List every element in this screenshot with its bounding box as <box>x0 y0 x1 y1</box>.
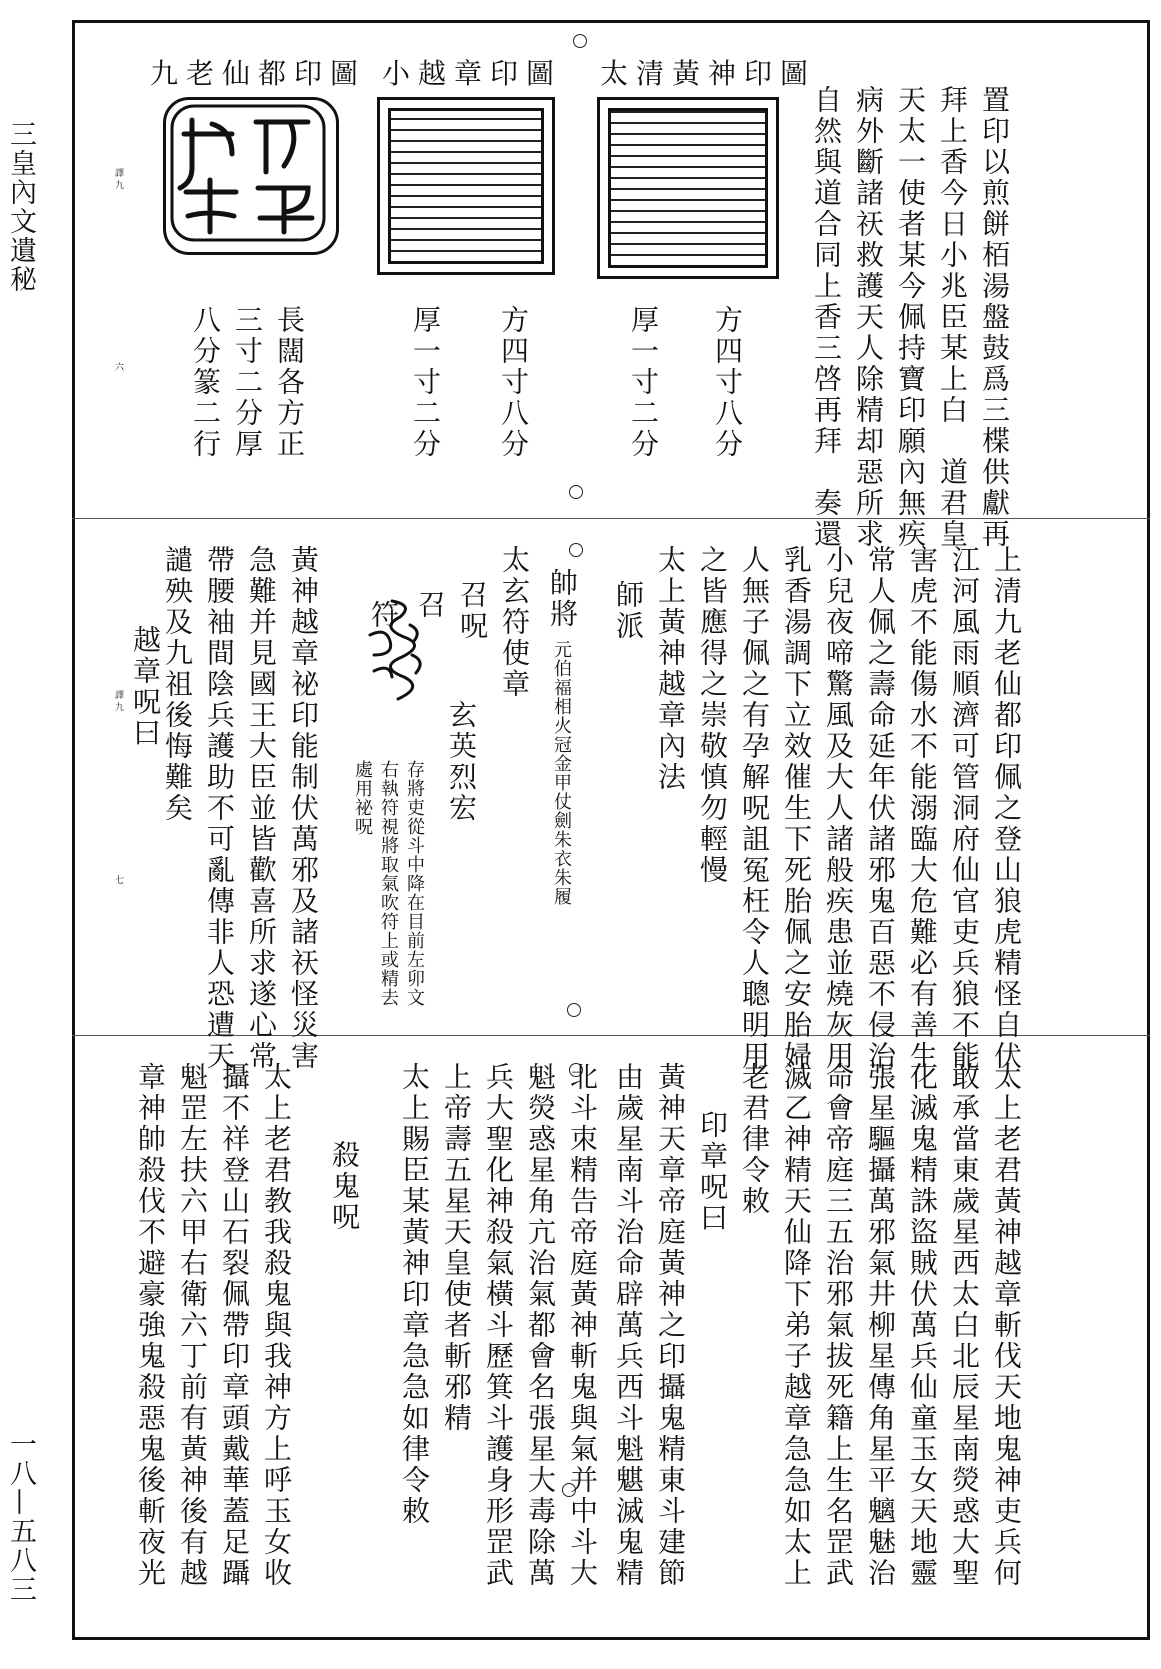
text-column: 上清九老仙都印佩之登山狼虎精怪自伏 <box>990 545 1023 1072</box>
summon-label: 召 <box>414 590 447 621</box>
text-column: 攝不祥登山石裂佩帶印章頭戴華蓋足躡 <box>218 1062 251 1589</box>
seal-title: 九老仙都印圖 <box>150 57 367 90</box>
talisman-drawing <box>362 595 432 705</box>
text-column: 魁罡左扶六甲右衛六丁前有黃神後有越 <box>176 1062 209 1589</box>
text-column: 置印以煎餅栢湯盤鼓爲三楪供獻再 <box>978 85 1011 550</box>
side-title: 三皇內文遺秘 <box>5 120 36 294</box>
method-note: 存將吏從斗中降在目前左卯文 <box>404 760 425 1007</box>
seal-taiqing-huangshen <box>597 97 779 279</box>
text-column: 化滅鬼精誅盜賊伏萬兵仙童玉女天地靈 <box>906 1062 939 1589</box>
text-column: 滅乙神精天仙降下弟子越章急急如太上 <box>780 1062 813 1589</box>
text-column: 由歲星南斗治命辟萬兵西斗魁魌滅鬼精 <box>612 1062 645 1589</box>
seal-dimension: 厚一寸二分 <box>409 305 442 460</box>
margin-mark: 六 <box>113 362 123 374</box>
text-column: 兵大聖化神殺氣橫斗歷箕斗護身形罡武 <box>482 1062 515 1589</box>
binding-hole <box>569 485 583 499</box>
text-column: 上帝壽五星天皇使者斬邪精 <box>440 1062 473 1434</box>
seal-title: 小越章印圖 <box>382 57 563 90</box>
section-heading: 太玄符使章 <box>498 545 531 700</box>
text-column: 病外斷諸祆救護天人除精却惡所求 <box>852 85 885 550</box>
side-page-number: 一八—五八三 <box>5 1430 36 1604</box>
seal-dimension: 厚一寸二分 <box>627 305 660 460</box>
text-column: 章神帥殺伐不避豪強鬼殺惡鬼後斬夜光 <box>134 1062 167 1589</box>
margin-mark: 譯九 <box>113 168 123 192</box>
general-note: 元伯福相火冠金甲仗劍朱衣朱履 <box>551 640 572 906</box>
text-column: 急難并見國王大臣並皆歡喜所求遂心常 <box>245 545 278 1072</box>
seal-dimension: 八分篆二行 <box>189 305 222 460</box>
section-heading: 印章呪曰 <box>696 1110 729 1234</box>
text-column: 帶腰袖間陰兵護助不可亂傳非人恐遭天 <box>203 545 236 1072</box>
seal-dimension: 方四寸八分 <box>497 305 530 460</box>
section-heading: 越章呪曰 <box>129 625 162 749</box>
text-column: 自然與道合同上香三啓再拜 奏還 <box>810 85 843 550</box>
text-column: 之皆應得之崇敬慎勿輕慢 <box>696 545 729 886</box>
text-column: 老君律令敕 <box>738 1062 771 1217</box>
section-heading: 太上黃神越章內法 <box>654 545 687 793</box>
method-note: 右執符視將取氣吹符上或精去 <box>378 760 399 1007</box>
text-column: 常人佩之壽命延年伏諸邪鬼百惡不侵治 <box>864 545 897 1072</box>
text-column: 小兒夜啼驚風及大人諸般疾患並燒灰用 <box>822 545 855 1072</box>
binding-hole <box>573 34 587 48</box>
text-column: 命會帝庭三五治邪氣拔死籍上生名罡武 <box>822 1062 855 1589</box>
text-column: 譴殃及九祖後悔難矣 <box>161 545 194 824</box>
text-column: 張星驅攝萬邪氣井柳星傳角星平魑魅治 <box>864 1062 897 1589</box>
text-column: 拜上香今日小兆臣某上白 道君皇 <box>936 85 969 550</box>
sub-heading: 師派 <box>612 580 645 642</box>
text-column: 天太一使者某今佩持寶印願內無疾 <box>894 85 927 550</box>
seal-dimension: 長闊各方正 <box>273 305 306 460</box>
seal-dimension: 方四寸八分 <box>711 305 744 460</box>
talisman-label: 符 <box>367 600 400 631</box>
sub-heading: 召呪 <box>456 580 489 642</box>
margin-mark: 七 <box>113 875 123 887</box>
seal-xiao-yuezhang <box>377 97 555 275</box>
xuanying-name: 玄英烈宏 <box>445 700 478 824</box>
seal-title: 太清黃神印圖 <box>600 57 817 90</box>
text-column: 黃神天章帝庭黃神之印攝鬼精東斗建節 <box>654 1062 687 1589</box>
text-column: 敢承當東歲星西太白北辰星南熒惑大聖 <box>948 1062 981 1589</box>
section-heading: 殺鬼呪 <box>328 1140 361 1233</box>
seal-dimension: 三寸二分厚 <box>231 305 264 460</box>
binding-hole <box>569 543 583 557</box>
text-column: 害虎不能傷水不能溺臨大危難必有善生 <box>906 545 939 1072</box>
text-column: 江河風雨順濟可管洞府仙官吏兵狼不能 <box>948 545 981 1072</box>
text-column: 太上賜臣某黃神印章急急如律令敕 <box>398 1062 431 1527</box>
margin-mark: 譯九 <box>113 690 123 714</box>
text-column: 魁熒惑星角亢治氣都會名張星大毒除萬 <box>524 1062 557 1589</box>
text-column: 人無子佩之有孕解呪詛冤枉令人聰明用 <box>738 545 771 1072</box>
binding-hole <box>567 1003 581 1017</box>
text-column: 太上老君黃神越章斬伐天地鬼神吏兵何 <box>990 1062 1023 1589</box>
sub-heading: 帥將 <box>546 568 579 630</box>
method-note: 處用祕呪 <box>352 760 373 836</box>
text-column: 北斗朿精告帝庭黃神斬鬼與氣并中斗大 <box>566 1062 599 1589</box>
text-column: 乳香湯調下立效催生下死胎佩之安胎婦 <box>780 545 813 1072</box>
text-column: 太上老君教我殺鬼與我神方上呼玉女收 <box>260 1062 293 1589</box>
text-column: 黃神越章祕印能制伏萬邪及諸祆怪災害 <box>287 545 320 1072</box>
seal-jiulao-xiandu <box>163 97 339 255</box>
seal-script-glyph <box>166 100 330 246</box>
